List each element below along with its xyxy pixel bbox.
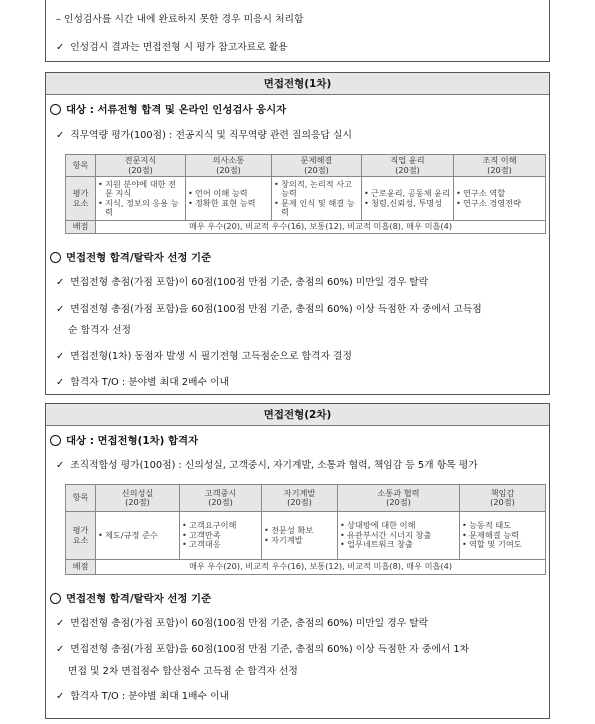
- table-cell: • 언어 이해 능력 • 정확한 표현 능력: [186, 177, 272, 221]
- eval-label: 평가 요소: [66, 177, 96, 221]
- interview-round1-section: [45, 72, 550, 395]
- personality-test-note: ✓ 인성검시 결과는 면접전형 시 평가 참고자료로 활용: [56, 39, 288, 53]
- table-header-row: [66, 485, 546, 512]
- eval-label: 평가 요소: [66, 512, 96, 560]
- table-cell: • 근로윤리, 공동체 윤리 • 청렴,신뢰성, 투명성: [362, 177, 454, 221]
- interview-round2-section: [45, 403, 550, 719]
- table-row: [66, 560, 546, 575]
- score-label: 배점: [66, 221, 96, 234]
- round1-target-text: 대상 : 서류전형 합격 및 온라인 인성검사 응시자: [66, 104, 287, 116]
- column-header: 책임감 (20점): [460, 485, 546, 512]
- column-header: 의사소통 (20점): [186, 155, 272, 177]
- column-header: 신의성실 (20점): [96, 485, 180, 512]
- column-header: 직업 윤리 (20점): [362, 155, 454, 177]
- round1-rule: ✓ 면접전형(1차) 동점자 발생 시 필기전형 고득점순으로 합격자 결정: [56, 348, 352, 362]
- table-cell: • 지원 분야에 대한 전문 지식 • 지식, 정보의 응용 능력: [96, 177, 186, 221]
- item-label: 항목: [66, 485, 96, 512]
- no-show-note: – 인성검사를 시간 내에 완료하지 못한 경우 미응시 처리함: [56, 14, 304, 25]
- table-row: [66, 221, 546, 234]
- round2-eval-table: [65, 484, 546, 575]
- round2-rule: ✓ 면접전형 총점(가점 포함)을 60점(100점 만점 기준, 총점의 60%) 이상 득점한 자 중에서 1차: [56, 641, 469, 655]
- column-header: 문제해결 (20점): [272, 155, 362, 177]
- score-scale: 매우 우수(20), 비교적 우수(16), 보통(12), 비교적 미흡(8), 매우 미흡(4): [96, 560, 546, 575]
- round1-criteria: ✓ 직무역량 평가(100점) : 전공지식 및 직무역량 관련 질의응답 실시: [56, 127, 352, 141]
- circle-bullet-icon: [50, 593, 61, 604]
- round2-rule: ✓ 면접전형 총점(가점 포함)이 60점(100점 만점 기준, 총점의 60%) 미만일 경우 탈락: [56, 615, 428, 629]
- prior-section-box: [45, 0, 550, 62]
- item-label: 항목: [66, 155, 96, 177]
- table-cell: • 제도/규정 준수: [96, 512, 180, 560]
- round1-rule-continued: 순 합격자 선정: [68, 325, 132, 336]
- round1-pass-heading: [50, 249, 211, 264]
- round2-pass-heading-text: 면접전형 합격/탈락자 선정 기준: [66, 593, 212, 605]
- round2-rule: ✓ 합격자 T/O : 분야별 최대 1배수 이내: [56, 688, 229, 702]
- circle-bullet-icon: [50, 252, 61, 263]
- round1-rule: ✓ 합격자 T/O : 분야별 최대 2배수 이내: [56, 374, 229, 388]
- round2-rule-continued: 면접 및 2차 면접점수 합산점수 고득점 순 합격자 선정: [68, 666, 298, 677]
- table-row: [66, 512, 546, 560]
- table-cell: • 연구소 역할 • 연구소 경영전략: [454, 177, 546, 221]
- round2-title: 면접전형(2차): [46, 404, 549, 426]
- round2-pass-heading: [50, 590, 211, 605]
- table-cell: • 창의적, 논리적 사고능력 • 문제 인식 및 해결 능력: [272, 177, 362, 221]
- round2-target-heading: [50, 432, 198, 447]
- column-header: 고객중시 (20점): [180, 485, 262, 512]
- circle-bullet-icon: [50, 104, 61, 115]
- table-header-row: [66, 155, 546, 177]
- round1-eval-table: [65, 154, 546, 234]
- circle-bullet-icon: [50, 435, 61, 446]
- column-header: 조직 이해 (20점): [454, 155, 546, 177]
- score-label: 배점: [66, 560, 96, 575]
- round1-rule: ✓ 면접전형 총점(가점 포함)을 60점(100점 만점 기준, 총점의 60%) 이상 득점한 자 중에서 고득점: [56, 301, 482, 315]
- column-header: 전문지식 (20점): [96, 155, 186, 177]
- table-cell: • 고객요구이해 • 고객만족 • 고객대응: [180, 512, 262, 560]
- table-cell: • 상대방에 대한 이해 • 유관부서간 시너지 창출 • 업무네트워크 창출: [338, 512, 460, 560]
- round1-title: 면접전형(1차): [46, 73, 549, 95]
- column-header: 소통과 협력 (20점): [338, 485, 460, 512]
- table-row: [66, 177, 546, 221]
- round2-target-text: 대상 : 면접전형(1차) 합격자: [66, 435, 199, 447]
- round2-criteria: ✓ 조직적합성 평가(100점) : 신의성실, 고객중시, 자기계발, 소통과 협력, 책임감 등 5개 항목 평가: [56, 457, 478, 471]
- table-cell: • 전문성 확보 • 자기계발: [262, 512, 338, 560]
- round1-target-heading: [50, 101, 286, 116]
- score-scale: 매우 우수(20), 비교적 우수(16), 보통(12), 비교적 미흡(8), 매우 미흡(4): [96, 221, 546, 234]
- table-cell: • 능동적 태도 • 문제해결 능력 • 역할 및 기여도: [460, 512, 546, 560]
- column-header: 자기계발 (20점): [262, 485, 338, 512]
- round1-rule: ✓ 면접전형 총점(가점 포함)이 60점(100점 만점 기준, 총점의 60%) 미만일 경우 탈락: [56, 274, 428, 288]
- round1-pass-heading-text: 면접전형 합격/탈락자 선정 기준: [66, 252, 212, 264]
